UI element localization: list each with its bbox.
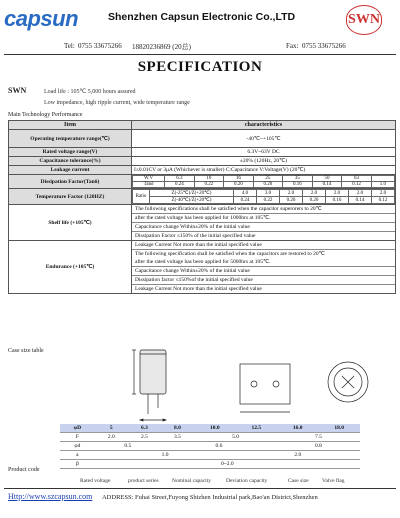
df-head-cell: 6.3 — [165, 176, 195, 182]
swn-badge-logo: SWN — [346, 5, 382, 35]
temp-val-cell: 0.20 — [302, 197, 325, 204]
case-size-label: Case size table — [8, 348, 44, 354]
dim-cell: 3.5 — [161, 433, 194, 442]
df-cell — [132, 175, 396, 189]
product-code-label: Product code — [8, 467, 40, 473]
df-head-cell: 35 — [283, 176, 313, 182]
df-head-cell: W.V — [133, 176, 165, 182]
dim-row — [60, 451, 360, 460]
footer-address: ADDRESS: Fuhai Street,Fuyong Shizhen Industrial park,Bao'an District,Shenzhen — [101, 494, 318, 501]
row-value: I≤0.01CV or 3μA (Whichever is smaller) C:Capacitance V:Voltage(V) (20℃) — [132, 166, 396, 175]
temp-head-cell: 4.0 — [233, 190, 256, 197]
dim-head-cell: 8.0 — [161, 424, 194, 433]
pcode-item: Nominal capacity — [172, 478, 211, 484]
fax-number: 0755 33675266 — [302, 42, 346, 50]
shelf-line: Capacitance change Within±20% of the initial value — [132, 223, 395, 232]
dim-cell: a — [60, 451, 95, 460]
temp-val-cell: 0.14 — [348, 197, 371, 204]
dim-cell: 0~2.0 — [95, 460, 360, 469]
df-val-cell: 0.14 — [312, 182, 342, 188]
endurance-line: after the rated voltage has been applied for 5000hrs at 105℃. — [132, 258, 395, 267]
dim-cell: β — [60, 460, 95, 469]
dim-cell: 2.5 — [128, 433, 161, 442]
feature-load-life: Load life : 105℃ 5,000 hours assured — [44, 89, 136, 95]
temp-factor-cell — [132, 189, 396, 205]
df-head-cell: 63 — [342, 176, 372, 182]
col-characteristics: characteristics — [132, 121, 396, 130]
dim-cell: 5.0 — [194, 433, 277, 442]
temp-head-cell: 3.0 — [256, 190, 279, 197]
temp-head-cell: 2.0 — [325, 190, 348, 197]
temp-val-cell: 0.24 — [233, 197, 256, 204]
row-label: Leakage current — [9, 166, 132, 175]
feature-impedance: Low impedance, high ripple current, wide temperature range — [44, 100, 190, 106]
spec-table — [8, 120, 396, 294]
temp-val-cell: 0.16 — [325, 197, 348, 204]
row-label: Operating temperature range(℃) — [9, 130, 132, 148]
row-value: ±20% (120Hz, 20℃) — [132, 157, 396, 166]
temp-head-cell: 2.0 — [279, 190, 302, 197]
endurance-line: Leakage Current Not more than the initial specified value — [135, 286, 262, 292]
tel-label: Tel: — [64, 42, 75, 50]
endurance-line: Dissipation factor ≤150%of the initial specified value — [132, 276, 395, 285]
col-item: Item — [9, 121, 132, 130]
pcode-item: Case size — [288, 478, 309, 484]
capacitor-drawing — [120, 342, 390, 424]
df-head-cell: 25 — [253, 176, 283, 182]
temp-ratio-label: Ratio — [133, 190, 150, 204]
row-label: Rated voltage range(V) — [9, 148, 132, 157]
df-val-cell: 0.20 — [224, 182, 254, 188]
mobile-number: 18820236869 (20总) — [132, 43, 191, 51]
temp-head-cell: Z(-25℃)/Z(+20℃) — [150, 190, 234, 197]
dim-head-cell: 16.0 — [277, 424, 318, 433]
temp-val-cell: 0.22 — [256, 197, 279, 204]
series-code: SWN — [8, 86, 27, 95]
df-val-cell: 1.0 — [371, 182, 394, 188]
df-val-cell: 0.16 — [283, 182, 313, 188]
endurance-line: Leakage Current Not more than the initial specified value — [132, 241, 395, 250]
pcode-item: Deviation capacity — [226, 478, 268, 484]
company-name: Shenzhen Capsun Electronic Co.,LTD — [108, 11, 296, 23]
dim-head-cell: φD — [60, 424, 95, 433]
main-performance-label: Main Technology Performance — [8, 112, 83, 118]
df-val-cell: 0.12 — [342, 182, 372, 188]
df-label: Dissipation Factor(Tanδ) — [9, 175, 132, 189]
company-logo: capsun — [4, 6, 79, 31]
capacitor-side-view — [132, 350, 166, 421]
page-title: SPECIFICATION — [137, 59, 263, 75]
pcode-item: Valve flag — [322, 478, 345, 484]
df-val-cell: 0.24 — [165, 182, 195, 188]
footer — [8, 492, 318, 501]
dim-cell: φd — [60, 442, 95, 451]
dim-cell: 0.8 — [277, 442, 360, 451]
temp-val-cell: 0.20 — [279, 197, 302, 204]
endurance-cell — [132, 241, 396, 294]
pcode-item: product series — [128, 478, 159, 484]
row-value: -40℃~+105℃ — [132, 130, 396, 148]
df-head-cell: 16 — [224, 176, 254, 182]
dimension-table — [60, 424, 360, 469]
capacitor-pcb-view — [240, 364, 290, 412]
dim-cell: 1.0 — [95, 451, 236, 460]
shelf-life-label: Shelf life (+105℃) — [9, 205, 132, 241]
dim-cell: 0.5 — [95, 442, 161, 451]
shelf-line: The following specifications shall be satisfied when the capacitor superorers to 20℃ — [132, 205, 395, 214]
fax-label: Fax: — [286, 42, 299, 50]
dim-head-cell: 10.0 — [194, 424, 235, 433]
temp-head-cell: 2.0 — [371, 190, 394, 197]
temp-val-cell: 0.12 — [371, 197, 394, 204]
capacitor-top-view — [328, 362, 368, 402]
temp-head-cell: 2.0 — [302, 190, 325, 197]
temp-val-cell: Z(-40℃)/Z(+20℃) — [150, 197, 234, 204]
df-head-cell: 10 — [194, 176, 224, 182]
shelf-life-cell — [132, 205, 396, 241]
website-link[interactable]: www.szcapsun.com — [28, 492, 93, 501]
dim-cell: 7.5 — [277, 433, 360, 442]
row-value: 6.3V~63V DC — [132, 148, 396, 157]
df-val-cell: 0.20 — [253, 182, 283, 188]
endurance-line: Capacitance change Within±20% of the initial value — [132, 267, 395, 276]
dim-row — [60, 460, 360, 469]
endurance-line: The following specification shall be satisfied when the capacitors are restored to 20℃ — [135, 251, 325, 257]
dim-row — [60, 442, 360, 451]
df-head-cell: 50 — [312, 176, 342, 182]
dim-cell: 2.0 — [95, 433, 128, 442]
shelf-line: after the rated voltage has been applied for 1000hrs at 105℃. — [132, 214, 395, 223]
df-val-cell: 0.22 — [194, 182, 224, 188]
dim-cell: F — [60, 433, 95, 442]
footer-divider — [4, 488, 396, 489]
dim-head-row — [60, 424, 360, 433]
dim-head-cell: 5 — [95, 424, 128, 433]
dim-cell: 0.6 — [161, 442, 277, 451]
dim-head-cell: 18.0 — [318, 424, 360, 433]
shelf-line: Dissipation Factor ≤150% of the initial specified value — [135, 233, 256, 239]
pcode-item: Rated voltage — [80, 478, 111, 484]
footer-url-label: Http:// — [8, 492, 29, 501]
temp-inner-table — [132, 189, 395, 204]
dim-row — [60, 433, 360, 442]
tel-number: 0755 33675266 — [78, 42, 122, 50]
temp-head-cell: 2.0 — [348, 190, 371, 197]
endurance-label: Endurance (+105℃) — [9, 241, 132, 294]
row-label: Capacitance tolerance(%) — [9, 157, 132, 166]
dim-cell: 2.0 — [236, 451, 360, 460]
dim-head-cell: 6.3 — [128, 424, 161, 433]
df-inner-table — [132, 175, 395, 188]
df-val-cell: Tanδ — [133, 182, 165, 188]
header-divider — [4, 54, 396, 55]
temp-factor-label: Temperature Factor (120HZ) — [9, 189, 132, 205]
dim-head-cell: 12.5 — [236, 424, 277, 433]
